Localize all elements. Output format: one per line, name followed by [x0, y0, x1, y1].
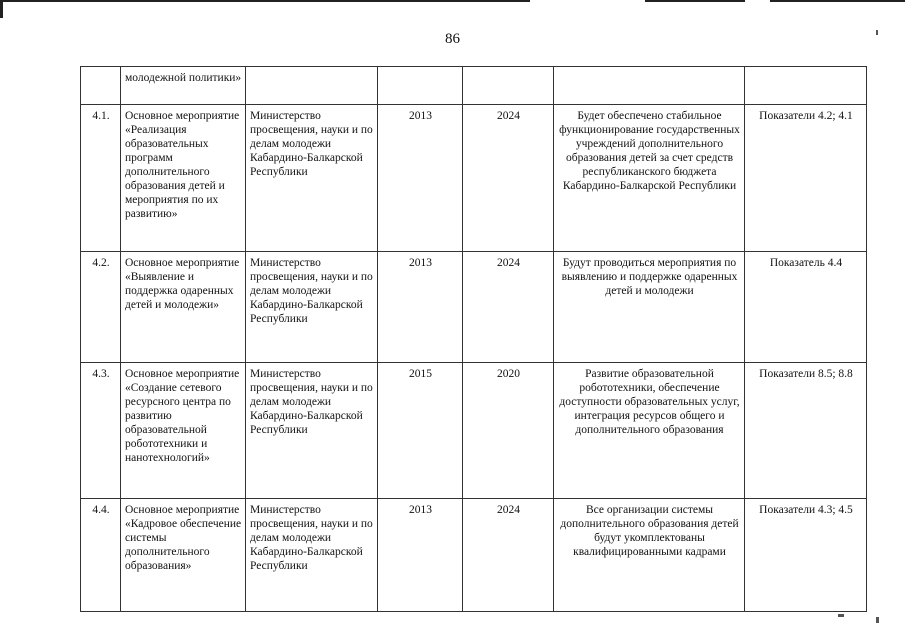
- cell-activity-name: Основное мероприятие «Реализация образовательных программ дополнительного образования детей и мероприятия по их развитию»: [121, 105, 246, 252]
- table-row: [81, 363, 867, 499]
- cell-expected-result: Все организации системы дополнительного образования детей будут укомплектованы квалифицированными кадрами: [554, 499, 745, 612]
- cell-end-year: 2024: [463, 105, 554, 252]
- table-row: [81, 105, 867, 252]
- cell-activity-name: Основное мероприятие «Кадровое обеспечение системы дополнительного образования»: [121, 499, 246, 612]
- cell-indicators: [745, 67, 867, 105]
- cell-indicators: Показатели 8.5; 8.8: [745, 363, 867, 499]
- cell-start-year: 2013: [378, 252, 463, 363]
- cell-expected-result: [554, 67, 745, 105]
- cell-executor: Министерство просвещения, науки и по делам молодежи Кабардино-Балкарской Республики: [246, 252, 378, 363]
- scan-edge-mark: [0, 2, 3, 18]
- cell-indicators: Показатели 4.3; 4.5: [745, 499, 867, 612]
- scan-edge-line: [770, 0, 905, 2]
- cell-indicators: Показатель 4.4: [745, 252, 867, 363]
- cell-executor: Министерство просвещения, науки и по делам молодежи Кабардино-Балкарской Республики: [246, 105, 378, 252]
- cell-end-year: 2024: [463, 499, 554, 612]
- table-row: [81, 252, 867, 363]
- cell-expected-result: Развитие образовательной робототехники, обеспечение доступности образовательных услуг, интеграция ресурсов общего и дополнительного образования: [554, 363, 745, 499]
- cell-start-year: 2013: [378, 105, 463, 252]
- cell-activity-name: молодежной политики»: [121, 67, 246, 105]
- cell-start-year: 2013: [378, 499, 463, 612]
- cell-number: 4.2.: [81, 252, 121, 363]
- scan-edge-line: [0, 0, 530, 2]
- cell-number: 4.4.: [81, 499, 121, 612]
- cell-activity-name: Основное мероприятие «Выявление и поддержка одаренных детей и молодежи»: [121, 252, 246, 363]
- scan-speck: [876, 617, 879, 623]
- scan-edge-line: [645, 0, 745, 2]
- cell-start-year: 2015: [378, 363, 463, 499]
- cell-executor: Министерство просвещения, науки и по делам молодежи Кабардино-Балкарской Республики: [246, 363, 378, 499]
- cell-expected-result: Будет обеспечено стабильное функционирование государственных учреждений дополнительного образования детей за счет средств республиканского бюджета Кабардино-Балкарской Республики: [554, 105, 745, 252]
- page-number: 86: [445, 31, 460, 47]
- table-row: [81, 67, 867, 105]
- cell-executor: Министерство просвещения, науки и по делам молодежи Кабардино-Балкарской Республики: [246, 499, 378, 612]
- scan-speck: [838, 614, 844, 617]
- cell-activity-name: Основное мероприятие «Создание сетевого ресурсного центра по развитию образовательной робототехники и нанотехнологий»: [121, 363, 246, 499]
- program-activities-table: [80, 66, 867, 612]
- cell-indicators: Показатели 4.2; 4.1: [745, 105, 867, 252]
- cell-executor: [246, 67, 378, 105]
- table-row: [81, 499, 867, 612]
- cell-number: 4.3.: [81, 363, 121, 499]
- cell-number: 4.1.: [81, 105, 121, 252]
- cell-end-year: 2024: [463, 252, 554, 363]
- cell-expected-result: Будут проводиться мероприятия по выявлению и поддержке одаренных детей и молодежи: [554, 252, 745, 363]
- cell-end-year: [463, 67, 554, 105]
- cell-start-year: [378, 67, 463, 105]
- cell-end-year: 2020: [463, 363, 554, 499]
- cell-number: [81, 67, 121, 105]
